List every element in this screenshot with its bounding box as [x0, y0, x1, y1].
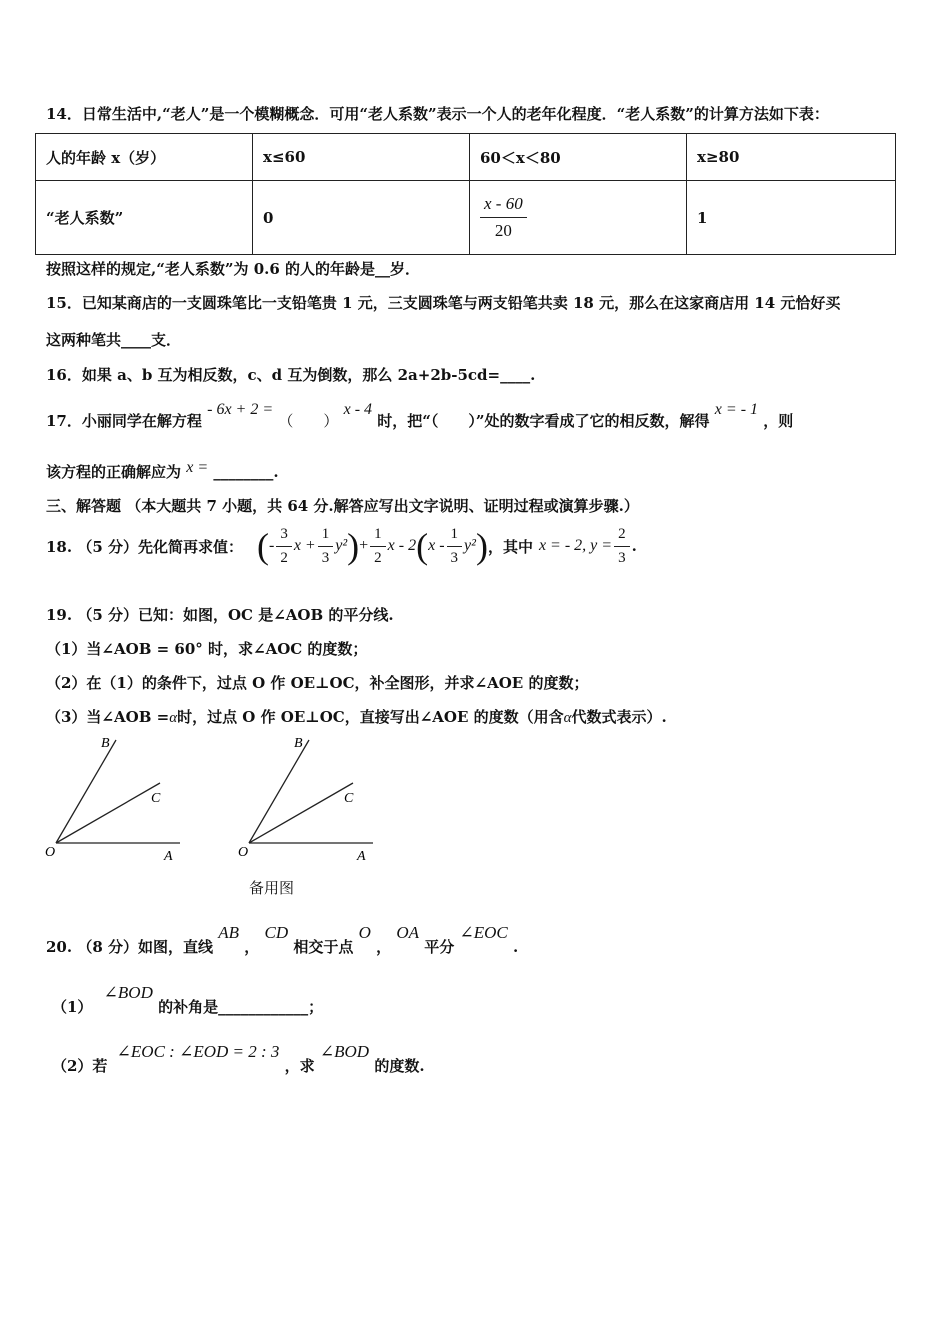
label-B: B: [101, 736, 110, 751]
alpha-symbol: α: [563, 710, 572, 726]
expr-fraction: [276, 526, 292, 567]
fraction-denominator: 20: [494, 221, 512, 240]
q20-intro-c: 平分: [424, 938, 455, 956]
q17-middle: 时，把“（ ）”处的数字看成了它的相反数，解得: [377, 412, 710, 430]
q19-part3-c: 代数式表示）.: [571, 708, 667, 726]
q18-end: .: [631, 537, 637, 555]
comma: ，: [244, 938, 260, 956]
ray-OA: OA: [396, 923, 420, 942]
table-header-cell: x≥80: [687, 134, 896, 181]
angle-BOD: ∠BOD: [103, 983, 153, 1002]
backup-angle-figure: [233, 730, 393, 870]
q18-line: [46, 524, 637, 568]
backup-figure-caption: 备用图: [249, 879, 295, 897]
expr-fraction: [370, 526, 386, 567]
q19-intro: 19. （5 分）已知：如图，OC 是∠AOB 的平分线.: [46, 606, 394, 624]
expr-part: x - 2: [387, 537, 417, 554]
table-row-label: “老人系数”: [36, 181, 253, 255]
point-O: O: [358, 923, 371, 942]
label-A: A: [164, 849, 173, 864]
expr-part: x -: [428, 537, 445, 554]
fraction-denominator: 2: [280, 549, 288, 566]
q20-intro-a: 20. （8 分）如图，直线: [46, 938, 213, 956]
q14-question: 按照这样的规定,“老人系数”为 0.6 的人的年龄是__岁．: [46, 260, 421, 278]
expr-part: y²: [335, 537, 348, 554]
cond-fraction: [614, 526, 630, 567]
angle-BOD: ∠BOD: [319, 1042, 370, 1061]
label-A: A: [357, 849, 366, 864]
old-age-coefficient-table: [35, 133, 896, 255]
q20-intro-b: 相交于点: [293, 938, 354, 956]
q17-solution: x = - 1: [714, 401, 759, 418]
label-O: O: [238, 845, 249, 860]
q18-mid: ，其中: [487, 537, 533, 556]
section3-heading: 三、解答题 （本大题共 7 小题，共 64 分.解答应写出文字说明、证明过程或演算步骤.）: [46, 497, 639, 515]
alpha-symbol: α: [169, 710, 178, 726]
q17-paren: （ ）: [278, 414, 339, 430]
expr-part: y²: [464, 537, 476, 554]
q20-intro: [46, 922, 519, 956]
q17-eq-right: x - 4: [343, 401, 373, 418]
expr-fraction: [318, 526, 334, 567]
q18-condition: x = - 2, y =: [538, 537, 613, 554]
expr-part: +: [359, 537, 369, 554]
q17-line2-text: 该方程的正确解应为: [46, 463, 182, 481]
period: .: [513, 938, 519, 956]
q17-suffix: ，则: [763, 412, 794, 430]
fraction-denominator: 2: [374, 549, 382, 566]
expr-part: -: [268, 537, 275, 554]
label-O: O: [45, 845, 56, 860]
q17-eq-left: - 6x + 2 =: [207, 401, 274, 418]
label-C: C: [151, 791, 161, 806]
q20-part1: [52, 982, 324, 1016]
angle-EOC: ∠EOC: [459, 923, 508, 942]
comma: ，: [376, 938, 392, 956]
fraction-numerator: 1: [447, 526, 463, 547]
q19-part3: [46, 706, 667, 727]
table-cell: 0: [253, 181, 470, 255]
q20-part2-label: （2）若: [52, 1057, 108, 1075]
label-C: C: [344, 791, 354, 806]
age-fraction: [480, 194, 527, 241]
q20-part2: [52, 1041, 425, 1075]
q20-part1-text: 的补角是____________；: [158, 998, 324, 1016]
q17-line2-blank: ________.: [213, 463, 279, 481]
paren-close: ): [475, 526, 488, 566]
fraction-numerator: 3: [276, 526, 292, 547]
q14-intro: 14．日常生活中,“老人”是一个模糊概念．可用“老人系数”表示一个人的老年化程度．“老人系数”的计算方法如下表：: [46, 105, 829, 123]
q19-part3-b: 时，过点 O 作 OE⊥OC，直接写出∠AOE 的度数（用含: [177, 708, 564, 726]
fraction-denominator: 3: [321, 549, 330, 566]
q17-prefix: 17．小丽同学在解方程: [46, 412, 202, 430]
fraction-numerator: 2: [614, 526, 630, 547]
q18-prefix: 18. （5 分）先化简再求值：: [46, 537, 243, 556]
expr-fraction: [447, 526, 463, 567]
q19-part1: （1）当∠AOB = 60° 时，求∠AOC 的度数；: [46, 640, 368, 658]
angle-figure: [40, 730, 200, 870]
table-cell: 1: [687, 181, 896, 255]
q20-part2-mid: ，求: [284, 1057, 315, 1075]
paren-close: ): [347, 526, 360, 566]
q20-part1-label: （1）: [52, 998, 93, 1016]
fraction-numerator: x - 60: [480, 194, 527, 218]
table-header-cell: 人的年龄 x（岁）: [36, 134, 253, 181]
paren-open: (: [416, 526, 429, 566]
angle-ratio: ∠EOC : ∠EOD = 2 : 3: [116, 1042, 280, 1061]
fraction-numerator: 1: [370, 526, 386, 547]
q19-part2: （2）在（1）的条件下，过点 O 作 OE⊥OC，补全图形，并求∠AOE 的度数；: [46, 674, 589, 692]
paren-open: (: [256, 526, 269, 566]
fraction-numerator: 1: [318, 526, 334, 547]
line-CD: CD: [264, 923, 289, 942]
table-cell-fraction: [470, 181, 687, 255]
fraction-denominator: 3: [618, 549, 626, 566]
expr-part: x +: [293, 537, 316, 554]
table-header-cell: x≤60: [253, 134, 470, 181]
q17-line2: [46, 456, 279, 481]
fraction-denominator: 3: [450, 549, 459, 566]
q16-text: 16．如果 a、b 互为相反数，c、d 互为倒数，那么 2a+2b-5cd=____.: [46, 366, 536, 384]
table-header-cell: 60＜x＜80: [470, 134, 687, 181]
label-B: B: [294, 736, 303, 751]
line-AB: AB: [218, 923, 239, 942]
q20-part2-end: 的度数.: [374, 1057, 425, 1075]
q15-line1: 15．已知某商店的一支圆珠笔比一支铅笔贵 1 元，三支圆珠笔与两支铅笔共卖 18 元，那么在这家商店用 14 元恰好买: [46, 294, 841, 312]
q17-line2-math: x =: [186, 459, 209, 476]
q19-part3-a: （3）当∠AOB =: [46, 708, 170, 726]
q17-line1: [46, 398, 794, 430]
q15-line2: 这两种笔共____支．: [46, 331, 182, 349]
